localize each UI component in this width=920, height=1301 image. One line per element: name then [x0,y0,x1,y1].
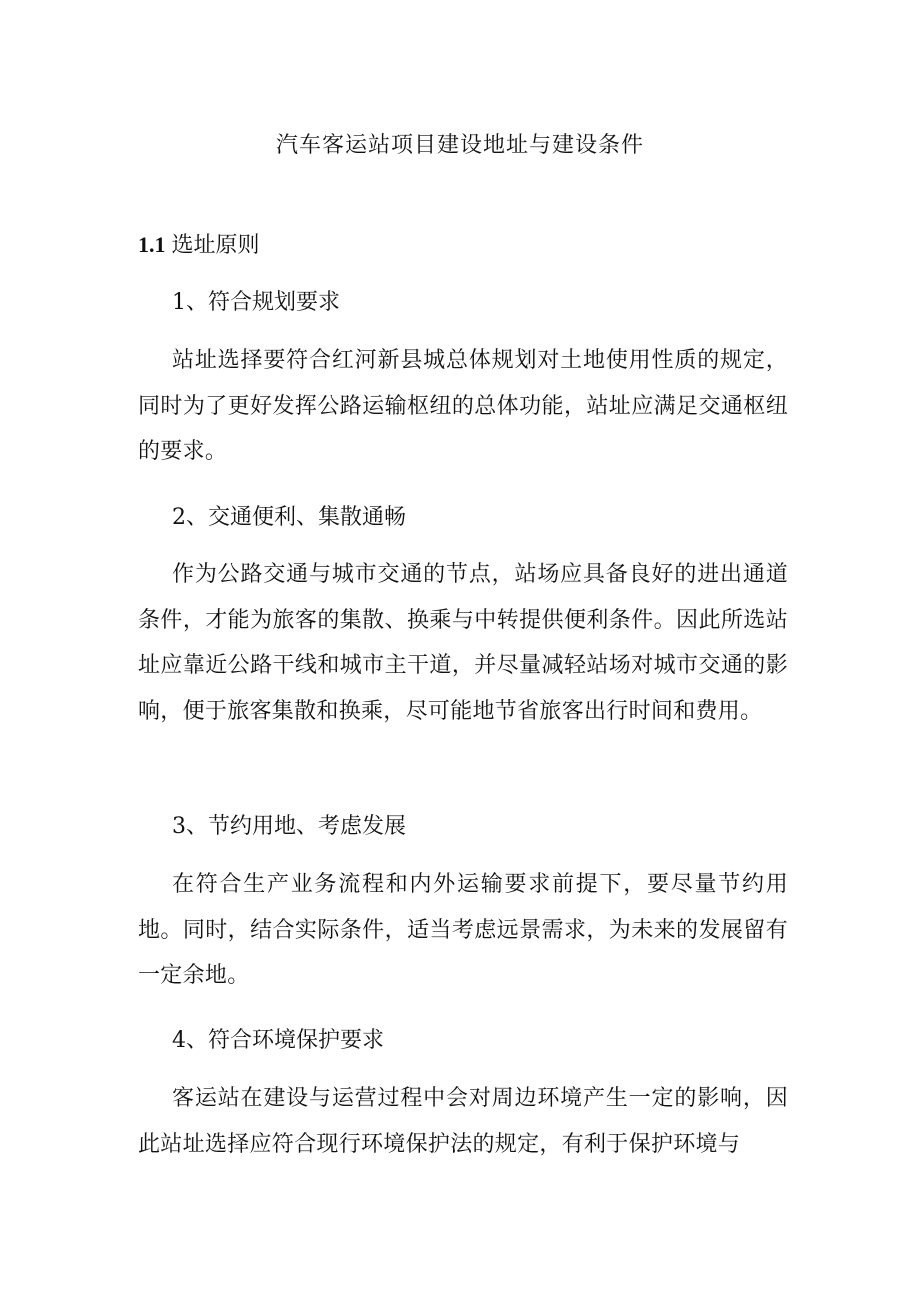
item-heading-1: 1、符合规划要求 [172,290,340,315]
item-heading-2: 2、交通便利、集散通畅 [172,505,406,530]
item-heading-3: 3、节约用地、考虑发展 [172,814,406,839]
document-title: 汽车客运站项目建设地址与建设条件 [275,133,644,158]
item-body-1: 站址选择要符合红河新县城总体规划对土地使用性质的规定，同时为了更好发挥公路运输枢纽的总体功能，站址应满足交通枢纽的要求。 [138,348,788,464]
section-heading [138,227,260,264]
item-body-2: 作为公路交通与城市交通的节点，站场应具备良好的进出通道条件，才能为旅客的集散、换乘与中转提供便利条件。因此所选站址应靠近公路干线和城市主干道，并尽量减轻站场对城市交通的影响，便于旅客集散和换乘，尽可能地节省旅客出行时间和费用。 [138,562,788,724]
section-number: 1.1 [138,232,166,257]
item-body-4: 客运站在建设与运营过程中会对周边环境产生一定的影响，因此站址选择应符合现行环境保护法的规定，有利于保护环境与 [138,1086,788,1157]
item-body-3: 在符合生产业务流程和内外运输要求前提下，要尽量节约用地。同时，结合实际条件，适当考虑远景需求，为未来的发展留有一定余地。 [138,872,788,988]
item-heading-4: 4、符合环境保护要求 [172,1028,384,1053]
section-title: 选址原则 [171,233,260,258]
